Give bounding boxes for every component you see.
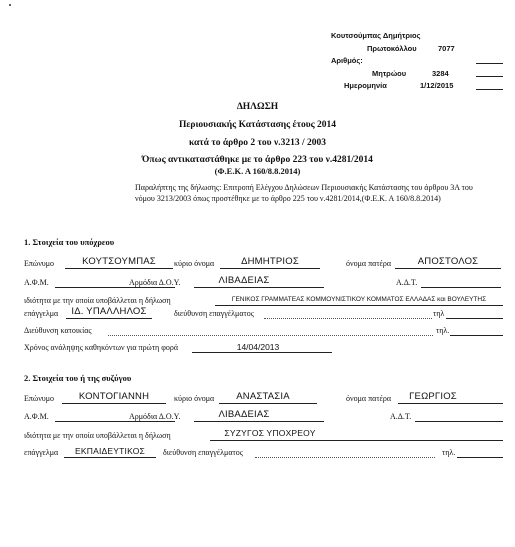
s2-father-field[interactable]: ΓΕΩΡΓΙΟΣ <box>409 391 457 402</box>
s2-first-name-field[interactable]: ΑΝΑΣΤΑΣΙΑ <box>236 391 290 402</box>
s1-start-date-label: Χρόνος ανάληψης καθηκόντων για πρώτη φορά <box>24 343 179 352</box>
s1-start-date-underline <box>192 352 332 353</box>
s1-profession-underline <box>66 318 152 319</box>
s1-surname-label: Επώνυμο <box>24 259 55 268</box>
s1-capacity-field[interactable]: ΓΕΝΙΚΟΣ ΓΡΑΜΜΑΤΕΑΣ ΚΟΜΜΟΥΝΙΣΤΙΚΟΥ ΚΟΜΜΑΤΟΣ ΕΛΛΑΔΑΣ και ΒΟΥΛΕΥΤΗΣ <box>231 296 487 303</box>
number-label: Αριθμός: <box>331 56 363 65</box>
s2-profession-field[interactable]: ΕΚΠΑΙΔΕΥΤΙΚΟΣ <box>75 446 145 456</box>
s2-work-address-field[interactable] <box>255 457 435 458</box>
s2-adt-field[interactable] <box>415 421 503 422</box>
s1-work-address-field[interactable] <box>264 318 432 319</box>
s1-capacity-label: ιδιότητα με την οποία υποβάλλεται η δήλωση <box>24 296 171 305</box>
s2-profession-underline <box>64 457 156 458</box>
recipient-paragraph: Παραλήπτης της δήλωσης: Επιτροπή Ελέγχου Δηλώσεων Περιουσιακής Κατάστασης του άρθρου 3Α του νόμου 3213/2003 όπως προστέθηκε με το άρθρο 225 του ν.4281/2014,(Φ.Ε.Κ. Α 160/8.8.2014) <box>135 183 473 203</box>
s1-phone-label: τηλ <box>433 309 445 318</box>
s2-doy-field[interactable]: ΛΙΒΑΔΕΙΑΣ <box>218 409 270 420</box>
register-label: Μητρώου <box>372 69 407 78</box>
s2-work-address-label: διεύθυνση επαγγέλματος <box>163 448 243 457</box>
section1-heading: 1. Στοιχεία του υπόχρεου <box>24 237 115 247</box>
register-number: 3284 <box>432 69 449 78</box>
protocol-label: Πρωτοκόλλου <box>367 44 417 53</box>
s2-surname-label: Επώνυμο <box>24 394 55 403</box>
section2-heading: 2. Στοιχεία του ή της συζύγου <box>24 373 132 383</box>
s2-adt-label: Α.Δ.Τ. <box>390 412 412 421</box>
amendment-reference: Όπως αντικαταστάθηκε με το άρθρο 223 του ν.4281/2014 <box>142 155 373 165</box>
s1-father-field[interactable]: ΑΠΟΣΤΟΛΟΣ <box>417 256 479 267</box>
s1-start-date-field[interactable]: 14/04/2013 <box>236 342 280 352</box>
s2-capacity-label: ιδιότητα με την οποία υποβάλλεται η δήλωση <box>24 431 171 440</box>
s1-doy-field[interactable]: ΛΙΒΑΔΕΙΑΣ <box>218 275 270 286</box>
s1-capacity-underline <box>215 305 503 306</box>
s1-work-address-label: διεύθυνση επαγγέλματος <box>174 309 254 318</box>
author-name: Κουτσούμπας Δημήτριος <box>331 31 421 40</box>
s1-phone-field[interactable] <box>446 318 503 319</box>
s2-first-name-underline <box>219 403 317 404</box>
s1-surname-underline <box>65 268 173 269</box>
s2-first-name-label: κύριο όνομα <box>174 394 215 403</box>
s2-father-label: όνομα πατέρα <box>346 394 392 403</box>
s2-doy-label: Αρμόδια Δ.Ο.Υ. <box>129 412 181 421</box>
s1-adt-label: Α.Δ.Τ. <box>396 278 418 287</box>
scan-speck <box>9 4 11 6</box>
s2-phone-label: τηλ. <box>442 448 456 457</box>
s2-profession-label: επάγγελμα <box>24 448 59 457</box>
s1-afm-label: Α.Φ.Μ. <box>24 278 49 287</box>
date-label: Ημερομηνία <box>344 81 387 90</box>
s1-doy-underline <box>194 287 324 288</box>
s1-profession-field[interactable]: ΙΔ. ΥΠΑΛΛΗΛΟΣ <box>71 306 147 317</box>
s2-doy-underline <box>194 421 324 422</box>
date-value: 1/12/2015 <box>420 81 454 90</box>
s1-home-address-label: Διεύθυνση κατοικίας <box>24 326 92 335</box>
s1-father-label: όνομα πατέρα <box>346 259 392 268</box>
law-reference: κατά το άρθρο 2 του ν.3213 / 2003 <box>189 138 326 148</box>
s2-afm-field[interactable] <box>55 421 175 422</box>
s2-phone-field[interactable] <box>457 457 503 458</box>
date-blank-line <box>476 89 503 90</box>
s2-surname-underline <box>62 403 166 404</box>
s1-home-address-field[interactable] <box>108 335 433 336</box>
protocol-number: 7077 <box>438 44 455 53</box>
s1-father-underline <box>395 268 501 269</box>
number-blank-line <box>476 63 503 64</box>
s1-first-name-field[interactable]: ΔΗΜΗΤΡΙΟΣ <box>241 256 299 267</box>
s1-profession-label: επάγγελμα <box>24 309 59 318</box>
s2-surname-field[interactable]: ΚΟΝΤΟΓΙΑΝΝΗ <box>78 391 150 402</box>
s1-surname-field[interactable]: ΚΟΥΤΣΟΥΜΠΑΣ <box>82 256 156 267</box>
s2-capacity-field[interactable]: ΣΥΖΥΓΟΣ ΥΠΟΧΡΕΟΥ <box>224 428 316 438</box>
s1-first-name-label: κύριο όνομα <box>174 259 215 268</box>
s1-first-name-underline <box>220 268 320 269</box>
register-blank-line <box>476 76 503 77</box>
s1-phone2-label: τηλ. <box>436 326 450 335</box>
s2-father-underline <box>398 403 503 404</box>
document-subtitle: Περιουσιακής Κατάστασης έτους 2014 <box>178 120 337 130</box>
document-title: ΔΗΛΩΣΗ <box>236 102 279 112</box>
s1-phone2-field[interactable] <box>450 335 503 336</box>
gazette-reference: (Φ.Ε.Κ. Α 160/8.8.2014) <box>214 166 301 176</box>
s1-adt-field[interactable] <box>421 287 501 288</box>
s1-afm-field[interactable] <box>55 287 175 288</box>
s2-capacity-underline <box>210 440 503 441</box>
s2-afm-label: Α.Φ.Μ. <box>24 412 49 421</box>
s1-doy-label: Αρμόδια Δ.Ο.Υ. <box>129 278 181 287</box>
